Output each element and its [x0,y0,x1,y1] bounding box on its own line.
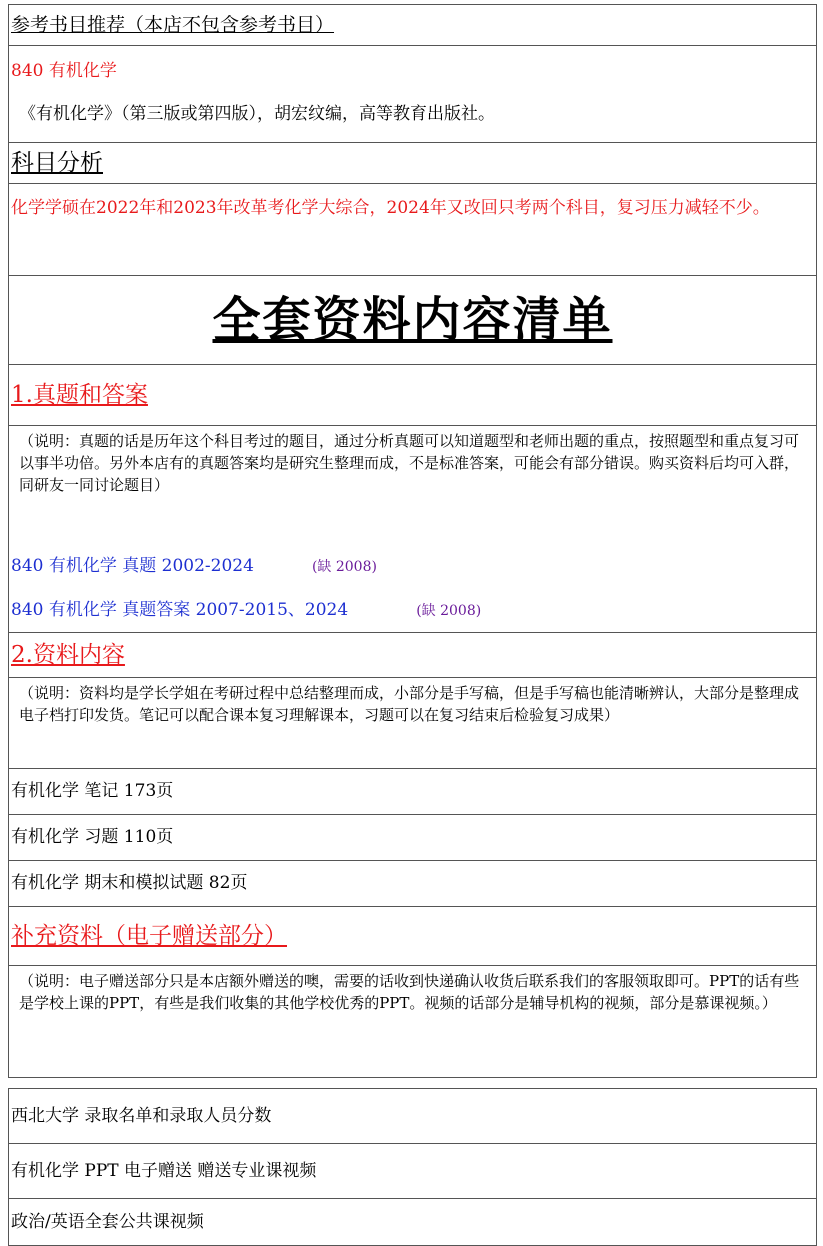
section2-heading-row [9,633,817,678]
section3-note: （说明：电子赠送部分只是本店额外赠送的噢，需要的话收到快递确认收货后联系我们的客服领取即可。PPT的话有些是学校上课的PPT，有些是我们收集的其他学校优秀的PPT。视频的话部分是辅导机构的视频，部分是慕课视频。） [19,972,800,1012]
section2-note-cell [9,678,817,769]
page-title: 全套资料内容清单 [212,292,613,348]
table-spacer [9,1078,817,1089]
list-item: 有机化学 笔记 173页 [9,769,817,815]
document-page [8,4,817,1246]
section1-body-cell [9,426,817,633]
material-table [8,4,817,1246]
analysis-heading-row [9,143,817,184]
list-item: 有机化学 PPT 电子赠送 赠送专业课视频 [9,1144,817,1199]
item-label: 840 有机化学 真题 2002-2024 [11,556,254,576]
reference-course: 840 有机化学 [11,61,117,81]
section3-heading: 补充资料（电子赠送部分） [11,923,287,949]
reference-book-cell [9,46,817,143]
table-row [9,1089,817,1144]
section2-note-row [9,678,817,769]
section1-items [11,544,814,632]
title-row [9,276,817,365]
table-row [9,1144,817,1199]
table-row [9,815,817,861]
section2-heading: 2.资料内容 [11,642,125,668]
analysis-heading: 科目分析 [11,150,103,176]
section1-body-row [9,426,817,633]
list-item: 有机化学 期末和模拟试题 82页 [9,861,817,907]
section1-heading-row [9,365,817,426]
list-item: 有机化学 习题 110页 [9,815,817,861]
list-item [11,544,814,588]
reference-heading-row [9,5,817,46]
analysis-text: 化学学硕在2022年和2023年改革考化学大综合，2024年又改回只考两个科目，复习压力减轻不少。 [9,184,817,276]
item-missing-note: (缺 2008) [311,559,377,575]
item-label: 840 有机化学 真题答案 2007-2015、2024 [11,600,349,620]
table-row [9,1199,817,1246]
analysis-heading-cell [9,143,817,184]
section3-note-cell [9,966,817,1078]
table-row [9,769,817,815]
list-item: 政治/英语全套公共课视频 [9,1199,817,1246]
section2-note: （说明：资料均是学长学姐在考研过程中总结整理而成，小部分是手写稿，但是手写稿也能清晰辨认，大部分是整理成电子档打印发货。笔记可以配合课本复习理解课本，习题可以在复习结束后检验复习成果） [19,684,800,724]
item-missing-note: (缺 2008) [416,603,482,619]
list-item [11,588,814,632]
reference-heading: 参考书目推荐（本店不包含参考书目） [11,14,335,36]
section1-heading: 1.真题和答案 [11,382,148,408]
title-cell [9,276,817,365]
section3-heading-row [9,907,817,966]
section3-note-row [9,966,817,1078]
section1-note: （说明：真题的话是历年这个科目考过的题目，通过分析真题可以知道题型和老师出题的重点，按照题型和重点复习可以事半功倍。另外本店有的真题答案均是研究生整理而成，不是标准答案，可能会有部分错误。购买资料后均可入群，同研友一同讨论题目） [19,432,800,494]
list-item: 西北大学 录取名单和录取人员分数 [9,1089,817,1144]
section1-heading-cell [9,365,817,426]
reference-book: 《有机化学》（第三版或第四版），胡宏纹编，高等教育出版社。 [19,104,495,124]
table-row [9,861,817,907]
section3-heading-cell [9,907,817,966]
reference-heading-cell [9,5,817,46]
section2-heading-cell [9,633,817,678]
analysis-row [9,184,817,276]
reference-book-row [9,46,817,143]
